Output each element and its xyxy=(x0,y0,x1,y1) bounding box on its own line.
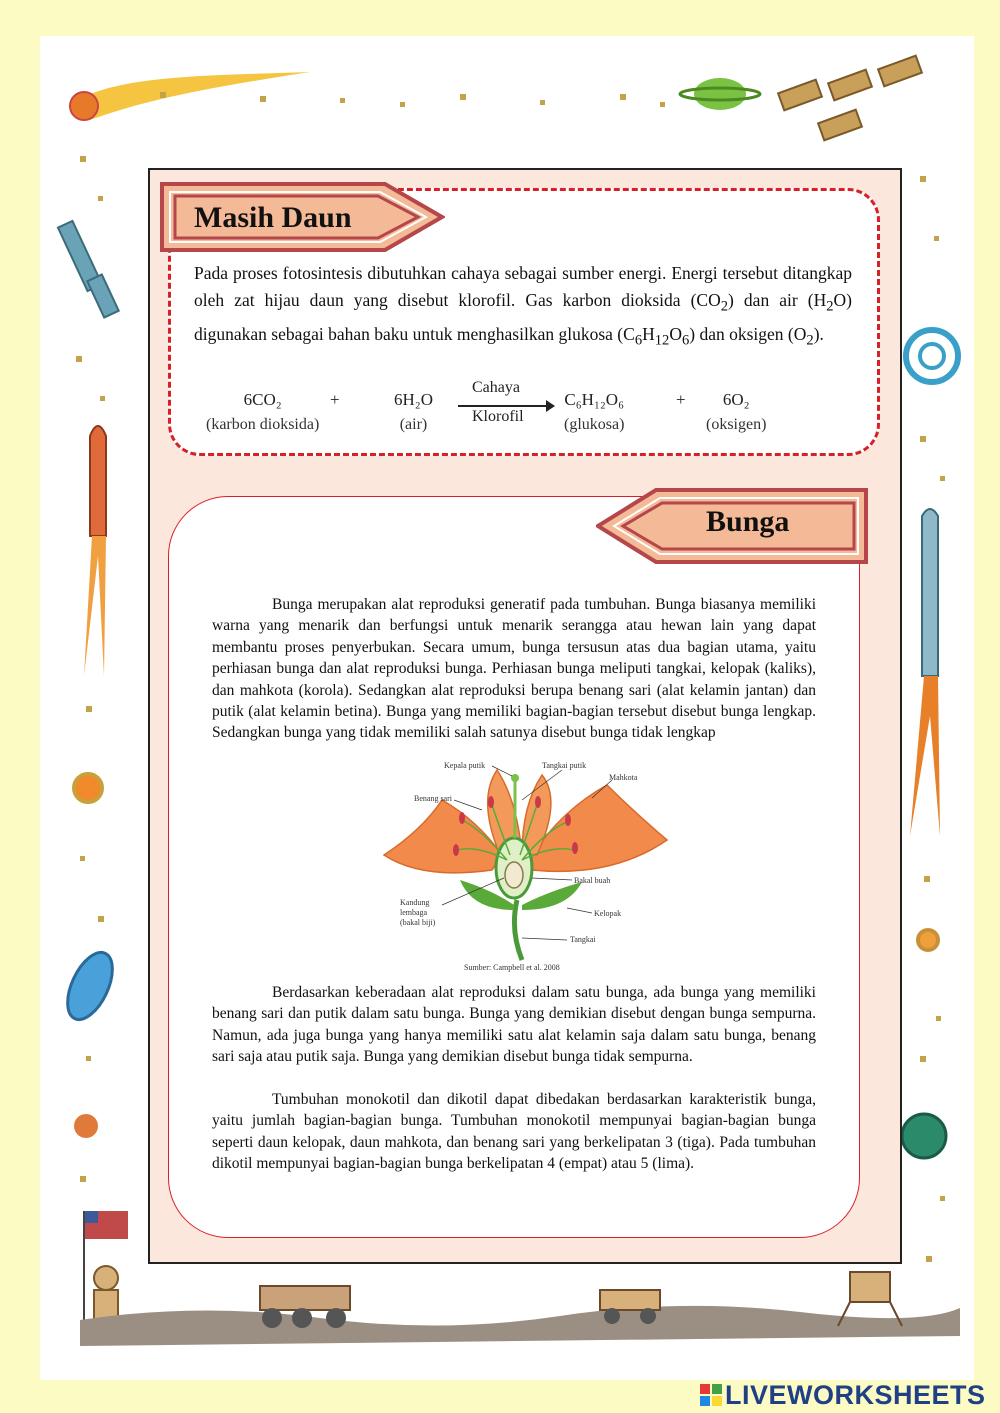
flower-paragraph-2 xyxy=(212,982,816,1068)
right-rocket-icon xyxy=(910,509,940,836)
equation-product2 xyxy=(706,390,766,434)
planet-icon xyxy=(694,78,746,110)
equation-h2o-label: (air) xyxy=(399,416,428,433)
label-benang-sari: Benang sari xyxy=(414,794,452,803)
flower-paragraph-3 xyxy=(212,1089,816,1175)
equation-glucose-label: (glukosa) xyxy=(564,416,625,433)
equation-o2: 6O₂ xyxy=(722,390,750,409)
comet-icon xyxy=(68,72,310,120)
label-tangkai: Tangkai xyxy=(570,935,596,944)
rocket-icon xyxy=(84,426,106,676)
label-source: Sumber: Campbell et al. 2008 xyxy=(464,963,560,972)
content-panel xyxy=(148,168,902,1264)
moon-ground xyxy=(80,1306,960,1346)
section-title-daun: Masih Daun xyxy=(194,201,352,234)
flower-paragraph-2-text: Berdasarkan keberadaan alat reproduksi dalam satu bunga, ada bunga yang memiliki benang sari dan putik dalam satu bunga. Bunga yang demikian disebut dengan bunga sempurna. Namun, ada juga bunga yang hanya memiliki satu alat kelamin saja dalam satu bunga, benang sari saja atau putik saja. Bunga yang demikian disebut bunga tidak sempurna. xyxy=(212,984,816,1066)
label-kandung-3: (bakal biji) xyxy=(400,918,436,927)
equation-co2: 6CO₂ xyxy=(243,390,282,409)
flower-paragraph-3-text: Tumbuhan monokotil dan dikotil dapat dibedakan berdasarkan karakteristik bunga, yaitu jumlah bagian-bagian bunga. Tumbuhan monokotil mempunyai bagian-bagian bunga seperti daun kelopak, daun mahkota, dan benang sari yang berkelipatan 3 (tiga). Pada tumbuhan dikotil mempunyai bagian-bagian bunga berkelipatan 4 (empat) atau 5 (lima). xyxy=(212,1091,816,1173)
equation-o2-label: (oksigen) xyxy=(706,416,767,433)
satellite-icon xyxy=(778,56,922,141)
liveworksheets-logo-icon xyxy=(700,1384,722,1406)
equation-product1 xyxy=(564,390,624,434)
label-tangkai-putik: Tangkai putik xyxy=(542,761,587,770)
flower-paragraph-1 xyxy=(212,594,816,744)
liveworksheets-logo-text: LIVEWORKSHEETS xyxy=(725,1379,986,1410)
photosynthesis-paragraph: Pada proses fotosintesis dibutuhkan cahaya sebagai sumber energi. Energi tersebut ditangkap oleh zat hijau daun yang disebut klorofil. Gas karbon dioksida $(CO_2)$ dan air $(H_2O)$ digunakan sebagai bahan baku untuk menghasilkan glukosa $(C_6H_{12}O_6)$ dan oksigen $(O_2)$. xyxy=(194,263,852,348)
galaxy-icon xyxy=(58,946,121,1026)
label-kandung-2: lembaga xyxy=(400,908,428,917)
flower-anatomy-diagram xyxy=(382,760,672,975)
stigma-shape xyxy=(511,774,519,782)
earth-icon xyxy=(902,1114,946,1158)
sepal-right-shape xyxy=(522,882,582,910)
label-bakal-buah: Bakal buah xyxy=(574,876,611,885)
label-mahkota: Mahkota xyxy=(609,773,638,782)
petal-right-shape xyxy=(532,785,667,871)
right-star-icon xyxy=(918,930,938,950)
small-planet-icon xyxy=(74,1114,98,1138)
equation-glucose: C₆H₁₂O₆ xyxy=(564,390,625,409)
star-icon xyxy=(74,774,102,802)
worksheet-page xyxy=(40,36,974,1380)
ovule-shape xyxy=(505,862,523,888)
stem-shape xyxy=(514,900,522,960)
equation-reactant2 xyxy=(394,390,433,434)
equation-plus-2: + xyxy=(676,390,686,409)
spiral-galaxy-icon xyxy=(906,330,958,382)
section-title-bunga: Bunga xyxy=(706,505,790,538)
equation-reactant1 xyxy=(206,390,319,434)
equation-co2-label: (karbon dioksida) xyxy=(206,416,320,433)
equation-h2o: 6H₂O xyxy=(394,390,433,409)
label-kandung-1: Kandung xyxy=(400,898,430,907)
equation-plus-1: + xyxy=(330,390,340,409)
label-kepala-putik: Kepala putik xyxy=(444,761,486,770)
liveworksheets-logo[interactable] xyxy=(700,1379,986,1411)
equation-arrow-bottom: Klorofil xyxy=(472,408,524,425)
equation-arrow-top: Cahaya xyxy=(472,379,520,396)
reaction-arrow xyxy=(458,405,548,407)
flower-paragraph-1-text: Bunga merupakan alat reproduksi generatif pada tumbuhan. Bunga biasanya memiliki warna yang menarik dan berfungsi untuk menarik serangga atau hewan lain yang dapat membantu proses penyerbukan. Secara umum, bunga tersusun atas dua bagian utama, yaitu perhiasan bunga dan alat reproduksi bunga. Perhiasan bunga meliputi tangkai, kelopak (kaliks), dan mahkota (korola). Sedangkan alat reproduksi berupa benang sari (alat kelamin jantan) dan putik (alat kelamin betina). Bunga yang memiliki bagian-bagian tersebut disebut bunga lengkap. Sedangkan bunga yang tidak memiliki salah satunya disebut bunga tidak lengkap xyxy=(212,596,816,742)
left-satellite-icon xyxy=(58,221,119,318)
reaction-arrow-head xyxy=(546,400,555,412)
label-kelopak: Kelopak xyxy=(594,909,622,918)
